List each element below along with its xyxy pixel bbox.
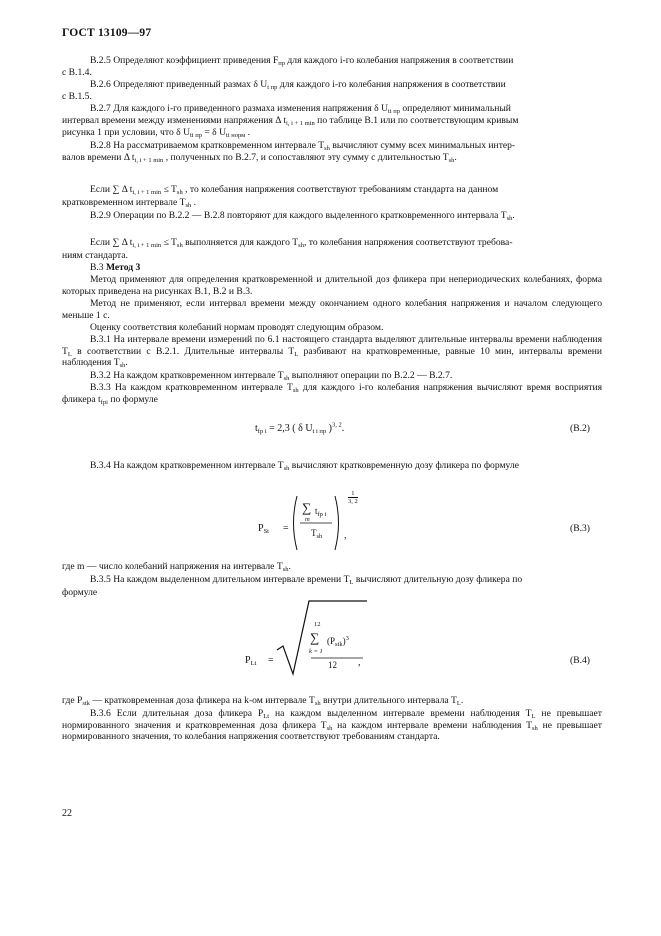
paragraph-b35: В.3.5 На каждом выделенном длительном интервале времени $T_L$ вычисляют длительную дозу фликера по — [90, 574, 523, 586]
paragraph-b32: В.3.2 На каждом кратковременном интервале $T_{sh}$ выполняют операции по В.2.2 — В.2.7. — [90, 370, 453, 382]
equation-b3-term: $t_{fp i}$ — [315, 506, 327, 518]
equation-b4-denominator: 12 — [328, 660, 337, 670]
equation-b3-denominator: $T_{sh}$ — [311, 528, 323, 540]
equation-b3-equals: = — [283, 523, 289, 534]
equation-b3-lhs: $P_{St}$ — [258, 523, 269, 535]
method3-paragraph-1: Метод применяют для определения кратковременной и длительной доз фликера при непериодических колебаниях, форма которых приведена на рисунках В.1, В.2 и В.3. — [62, 274, 602, 297]
where-m: где m — число колебаний напряжения на интервале $T_{sh}$. — [62, 561, 291, 573]
paragraph-b33: В.3.3 На каждом кратковременном интервале $T_{sh}$ для каждого i-го колебания напряжения вычисляют время восприятия фликера $t_{fpi}$ по формуле — [62, 382, 602, 406]
paragraph-b36: В.3.6 Если длительная доза фликера $P_{Lt}$ на каждом выделенном интервале времени наблюдения $T_L$ не превышает нормированного значения и кратковременная доза фликера $T_{sh}$ на каждом интервале времени наблюдения $T_{sh}$ не превышает нормированного значения, то колебания напряжения соответствуют требованиям стандарта. — [62, 708, 602, 743]
equation-b3-sum: ∑ — [302, 500, 312, 515]
equation-b3-parens — [289, 492, 349, 554]
equation-b4-comma: , — [358, 657, 361, 668]
equation-b4-equals: = — [268, 655, 274, 666]
equation-number-b4: (В.4) — [570, 655, 590, 666]
equation-number-b3: (В.3) — [570, 523, 590, 534]
paragraph-b28-line2: валов времени Δ $t_{i, i + 1 min}$ , полученных по В.2.7, и сопоставляют эту сумму с длительностью $T_{sh}$. — [62, 152, 457, 164]
equation-b4-lhs: $P_{Lt}$ — [245, 655, 257, 667]
equation-b4-term: $(P_{stk})^3$ — [327, 635, 349, 648]
paragraph-b26: В.2.6 Определяют приведенный размах δ $U_{t пр}$ для каждого i-го колебания напряжения в соответствии — [90, 79, 506, 91]
paragraph-b25-cont: с В.1.4. — [62, 67, 92, 78]
equation-b4-upper-limit: 12 — [314, 621, 321, 628]
equation-b3-sum-index: m — [305, 516, 310, 523]
paragraph-b27: В.2.7 Для каждого i-го приведенного размаха изменения напряжения δ $U_{ti пр}$ определяют минимальный — [90, 103, 511, 115]
condition-2-cont: ниям стандарта. — [62, 250, 128, 261]
paragraph-b26-cont: с В.1.5. — [62, 91, 92, 102]
paragraph-b31: В.3.1 На интервале времени измерений по 6.1 настоящего стандарта выделяют длительные интервалы времени наблюдения $T_L$ в соответствии с В.2.1. Длительные интервалы $T_L$ разбивают на кратковременные, равные 10 мин, интервалы времени наблюдения $T_{sh}$. — [62, 334, 602, 370]
equation-b4-radical — [275, 598, 370, 678]
paragraph-b35-cont: формуле — [62, 587, 98, 598]
method3-paragraph-3: Оценку соответствия колебаний нормам проводят следующим образом. — [90, 322, 384, 333]
paragraph-b29: В.2.9 Операции по В.2.2 — В.2.8 повторяют для каждого выделенного кратковременного интервала $T_{sh}$. — [90, 210, 515, 222]
where-pstk: где $P_{stk}$ — кратковременная доза фликера на k-ом интервале $T_{sh}$ внутри длительного интервала $T_L$. — [62, 695, 464, 707]
paragraph-b27-line2: интервал времени между изменениями напряжения Δ $t_{i, i + 1 min}$ по таблице В.1 или по соответствующим кривым — [62, 115, 519, 127]
condition-2: Если ∑ Δ $t_{i, i + 1 min} \le T_{sh}$ выполняется для каждого $T_{sh}$, то колебания напряжения соответствуют требова- — [90, 237, 513, 249]
section-b3-heading: В.3 Метод 3 — [90, 262, 141, 273]
standard-header: ГОСТ 13109—97 — [62, 27, 152, 39]
equation-b4-lower-limit: k = 1 — [309, 648, 323, 655]
paragraph-b34: В.3.4 На каждом кратковременном интервале $T_{sh}$ вычисляют кратковременную дозу фликера по формуле — [90, 460, 519, 472]
paragraph-b28: В.2.8 На рассматриваемом кратковременном интервале $T_{sh}$ вычисляют сумму всех минимальных интер- — [90, 140, 516, 152]
condition-1: Если ∑ Δ $t_{i, i + 1 min} \le T_{sh}$ , то колебания напряжения соответствуют требованиям стандарта на данном — [90, 184, 499, 196]
condition-1-cont: кратковременном интервале $T_{sh}$ . — [62, 197, 197, 209]
equation-b4-sum: ∑ — [310, 630, 320, 645]
paragraph-b25: В.2.5 Определяют коэффициент приведения $F_{пр}$ для каждого i-го колебания напряжения в соответствии — [90, 55, 514, 67]
method3-paragraph-2: Метод не применяют, если интервал времени между окончанием одного колебания напряжения и началом следующего меньше 1 с. — [62, 298, 602, 321]
equation-b3-comma: , — [344, 530, 347, 541]
page-number: 22 — [62, 808, 72, 819]
equation-number-b2: (В.2) — [570, 423, 590, 434]
equation-b3-exponent: 1 3, 2 — [348, 490, 358, 505]
equation-b2: $t_{fp i} = 2,3$ ( δ $U_{t i пр}$ )$^{3, 2}$. — [255, 421, 345, 435]
paragraph-b27-line3: рисунка 1 при условии, что δ $U_{ti пр} = \delta$ $U_{ti норм}$ . — [62, 127, 251, 139]
